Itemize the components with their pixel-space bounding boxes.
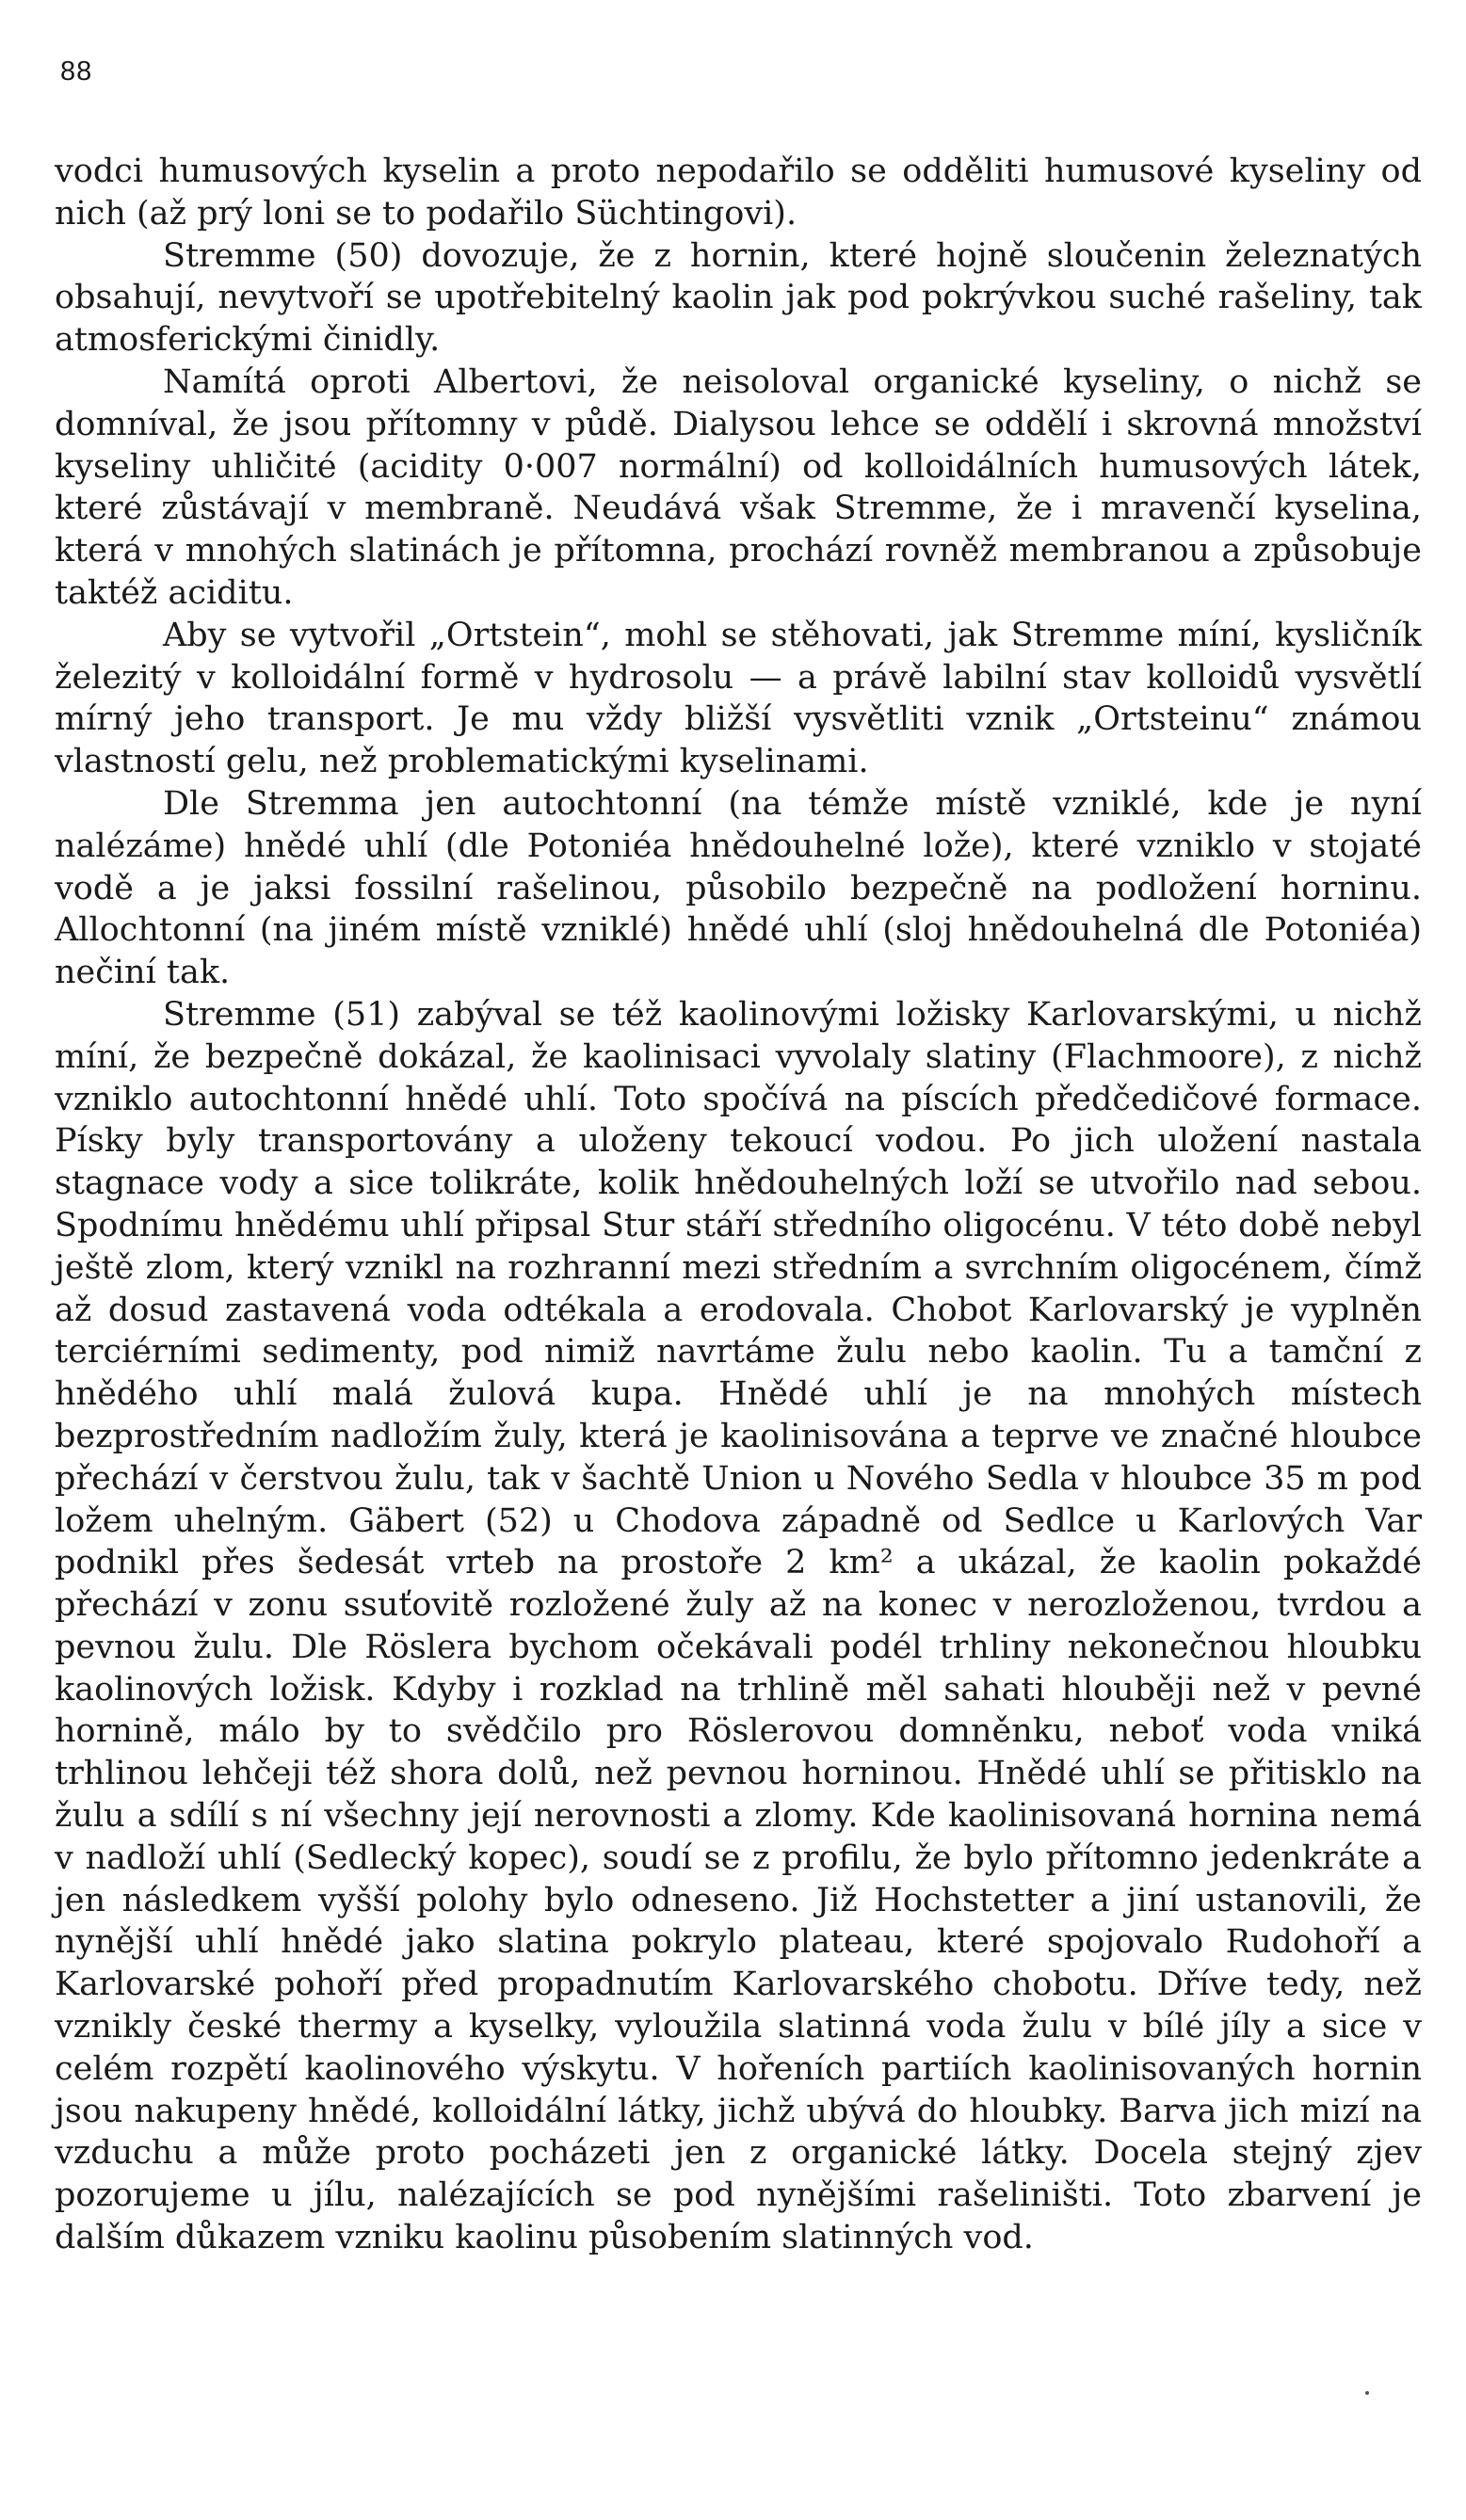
paragraph-albert: Namítá oproti Albertovi, že neisoloval organické kyseliny, o nichž se domníval, že jsou přítomny v půdě. Dialysou lehce se oddělí i skrovná množství kyseliny uhličité (acidity 0·007 normální) od kolloidálních humusových látek, které zůstávají v membraně. Neudává však Stremme, že i mravenčí kyselina, která v mnohých slatinách je přítomna, prochází rovněž membranou a způsobuje taktéž aciditu. [55, 362, 1422, 612]
paragraph-autochtonni: Dle Stremma jen autochtonní (na témže místě vzniklé, kde je nyní nalézáme) hnědé uhlí (dle Potoniéa hnědouhelné lože), které vzniklo v stojaté vodě a je jaksi fossilní rašelinou, působilo bezpečně na podložení horninu. Allochtonní (na jiném místě vzniklé) hnědé uhlí (sloj hnědouhelná dle Potoniéa) nečiní tak. [55, 784, 1422, 992]
paragraph-continuation: vodci humusových kyselin a proto nepodařilo se odděliti humusové kyseliny od nich (až prý loni se to podařilo Süchtingovi). [55, 152, 1422, 233]
page-number: 88 [60, 56, 93, 87]
paragraph-karlovarsko: Stremme (51) zabýval se též kaolinovými ložisky Karlovarskými, u nichž míní, že bezpečně dokázal, že kaolinisaci vyvolaly slatiny (Flachmoore), z nichž vzniklo autochtonní hnědé uhlí. Toto spočívá na píscích předčedičové formace. Písky byly transportovány a uloženy tekoucí vodou. Po jich uložení nastala stagnace vody a sice tolikráte, kolik hnědouhelných loží se utvořilo nad sebou. Spodnímu hnědému uhlí připsal Stur stáří středního oligocénu. V této době nebyl ještě zlom, který vznikl na rozhranní mezi středním a svrchním oligocénem, čímž až dosud zastavená voda odtékala a erodovala. Chobot Karlovarský je vyplněn terciérními sedimenty, pod nimiž navrtáme žulu nebo kaolin. Tu a tamční z hnědého uhlí malá žulová kupa. Hnědé uhlí je na mnohých místech bezprostředním nadložím žuly, která je kaolinisována a teprve ve značné hloubce přechází v čerstvou žulu, tak v šachtě Union u Nového Sedla v hloubce 35 m pod ložem uhelným. Gäbert (52) u Chodova západně od Sedlce u Karlových Var podnikl přes šedesát vrteb na prostoře 2 km² a ukázal, že kaolin pokaždé přechází v zonu ssuťovitě rozložené žuly až na konec v nerozloženou, tvrdou a pevnou žulu. Dle Röslera bychom očekávali podél trhliny nekonečnou hloubku kaolinových ložisk. Kdyby i rozklad na trhlině měl sahati hlouběji než v pevné hornině, málo by to svědčilo pro Röslerovou domněnku, neboť voda vniká trhlinou lehčeji též shora dolů, než pevnou horninou. Hnědé uhlí se přitisklo na žulu a sdílí s ní všechny její nerovnosti a zlomy. Kde kaolinisovaná hornina nemá v nadloží uhlí (Sedlecký kopec), soudí se z profilu, že bylo přítomno jedenkráte a jen následkem vyšší polohy bylo odneseno. Již Hochstetter a jiní ustanovili, že nynější uhlí hnědé jako slatina pokrylo plateau, které spojovalo Rudohoří a Karlovarské pohoří před propadnutím Karlovarského chobotu. Dříve tedy, než vznikly české thermy a kyselky, vyloužila slatinná voda žulu v bílé jíly a sice v celém rozpětí kaolinového výskytu. V hořeních partiích kaolinisovaných hornin jsou nakupeny hnědé, kolloidální látky, jichž ubývá do hloubky. Barva jich mizí na vzduchu a může proto pocházeti jen z organické látky. Docela stejný zjev pozorujeme u jílu, nalézajících se pod nynějšími rašeliništi. Toto zbarvení je dalším důkazem vzniku kaolinu působením slatinných vod. [55, 995, 1422, 2257]
paragraph-ortstein: Aby se vytvořil „Ortstein“, mohl se stěhovati, jak Stremme míní, kysličník železitý v kolloidální formě v hydrosolu — a právě labilní stav kolloidů vysvětlí mírný jeho transport. Je mu vždy bližší vysvětliti vznik „Ortsteinu“ známou vlastností gelu, než problematickými kyselinami. [55, 616, 1422, 781]
print-speck [1365, 2391, 1369, 2395]
paragraph-stremme-50: Stremme (50) dovozuje, že z hornin, které hojně sloučenin železnatých obsahují, nevytvoří se upotřebitelný kaolin jak pod pokrývkou suché rašeliny, tak atmosferickými činidly. [55, 236, 1422, 360]
body-text [55, 151, 1422, 2259]
